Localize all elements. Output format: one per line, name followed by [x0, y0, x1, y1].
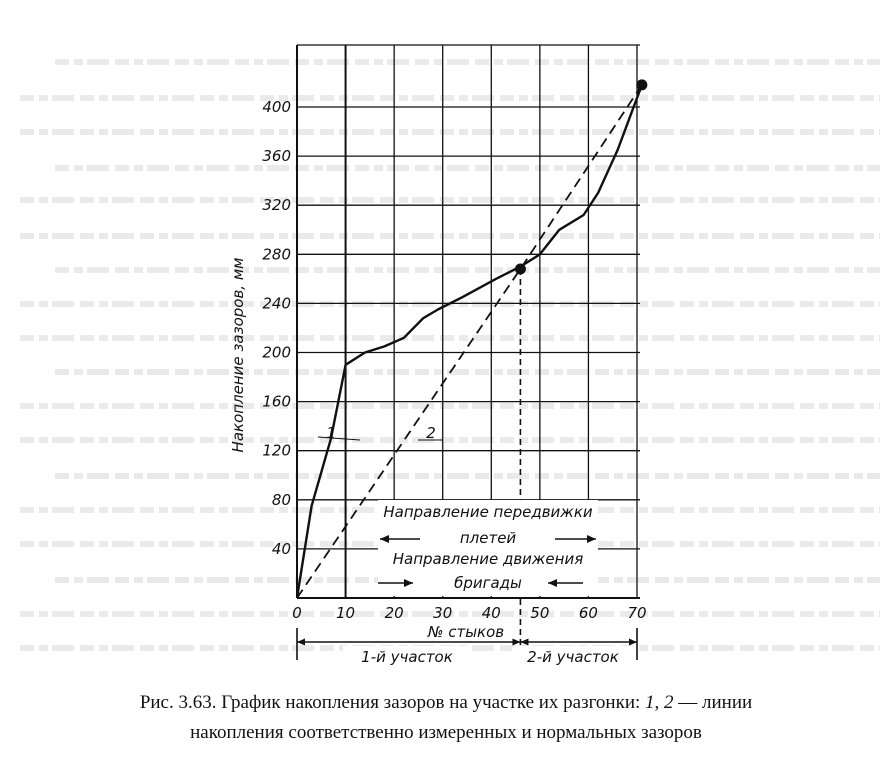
y-tick-label: 120 — [262, 441, 291, 460]
annotations — [297, 500, 637, 668]
section-2-label: 2-й участок — [527, 648, 619, 666]
x-tick-label: 70 — [627, 604, 647, 622]
caption-prefix: Рис. 3.63. График накопления зазоров на участке их разгонки: — [139, 692, 646, 713]
direction-brigade-label-2: бригады — [454, 574, 522, 592]
x-tick-labels — [292, 604, 646, 641]
caption-num-1: 1 — [645, 692, 655, 713]
bracket-arrowhead — [629, 639, 637, 646]
series-1-label: 1 — [326, 424, 336, 442]
y-tick-label: 400 — [262, 98, 291, 116]
y-tick-label: 40 — [271, 539, 291, 558]
direction-movement-label: Направление передвижки — [383, 503, 593, 521]
section-1-label: 1-й участок — [361, 648, 453, 666]
caption-line-1 — [0, 688, 892, 718]
x-tick-label: 20 — [384, 604, 404, 622]
y-tick-label: 320 — [262, 196, 291, 215]
x-tick-label: 10 — [336, 604, 356, 622]
x-tick-label: 0 — [292, 604, 302, 622]
y-tick-label: 280 — [262, 245, 291, 264]
x-tick-label: 50 — [530, 604, 550, 622]
x-tick-label: 30 — [433, 604, 453, 622]
y-tick-labels — [229, 98, 291, 558]
bracket-arrowhead — [297, 639, 305, 646]
caption-sep: , — [654, 692, 665, 713]
y-tick-label: 80 — [271, 490, 291, 509]
caption-rest-line1: — линии — [673, 692, 753, 713]
y-tick-label: 240 — [262, 294, 291, 313]
x-tick-label: 40 — [481, 604, 501, 622]
y-tick-label: 160 — [262, 392, 291, 411]
bracket-arrowhead — [512, 639, 520, 646]
y-tick-label: 200 — [262, 343, 291, 362]
series-1-leader — [318, 437, 360, 440]
data-marker — [636, 79, 647, 90]
x-axis-title: № стыков — [427, 623, 505, 641]
direction-movement-label-2: плетей — [459, 529, 517, 547]
direction-brigade-label: Направление движения — [392, 550, 584, 568]
series-2-label: 2 — [426, 424, 436, 442]
y-tick-label: 360 — [262, 147, 291, 166]
caption-num-2: 2 — [664, 692, 674, 713]
figure-caption — [0, 688, 892, 748]
bracket-arrowhead — [520, 639, 528, 646]
data-marker — [515, 264, 526, 275]
y-axis-title: Накопление зазоров, мм — [229, 257, 247, 453]
caption-line-2: накопления соответственно измеренных и нормальных зазоров — [190, 722, 702, 743]
x-tick-label: 60 — [578, 604, 598, 622]
